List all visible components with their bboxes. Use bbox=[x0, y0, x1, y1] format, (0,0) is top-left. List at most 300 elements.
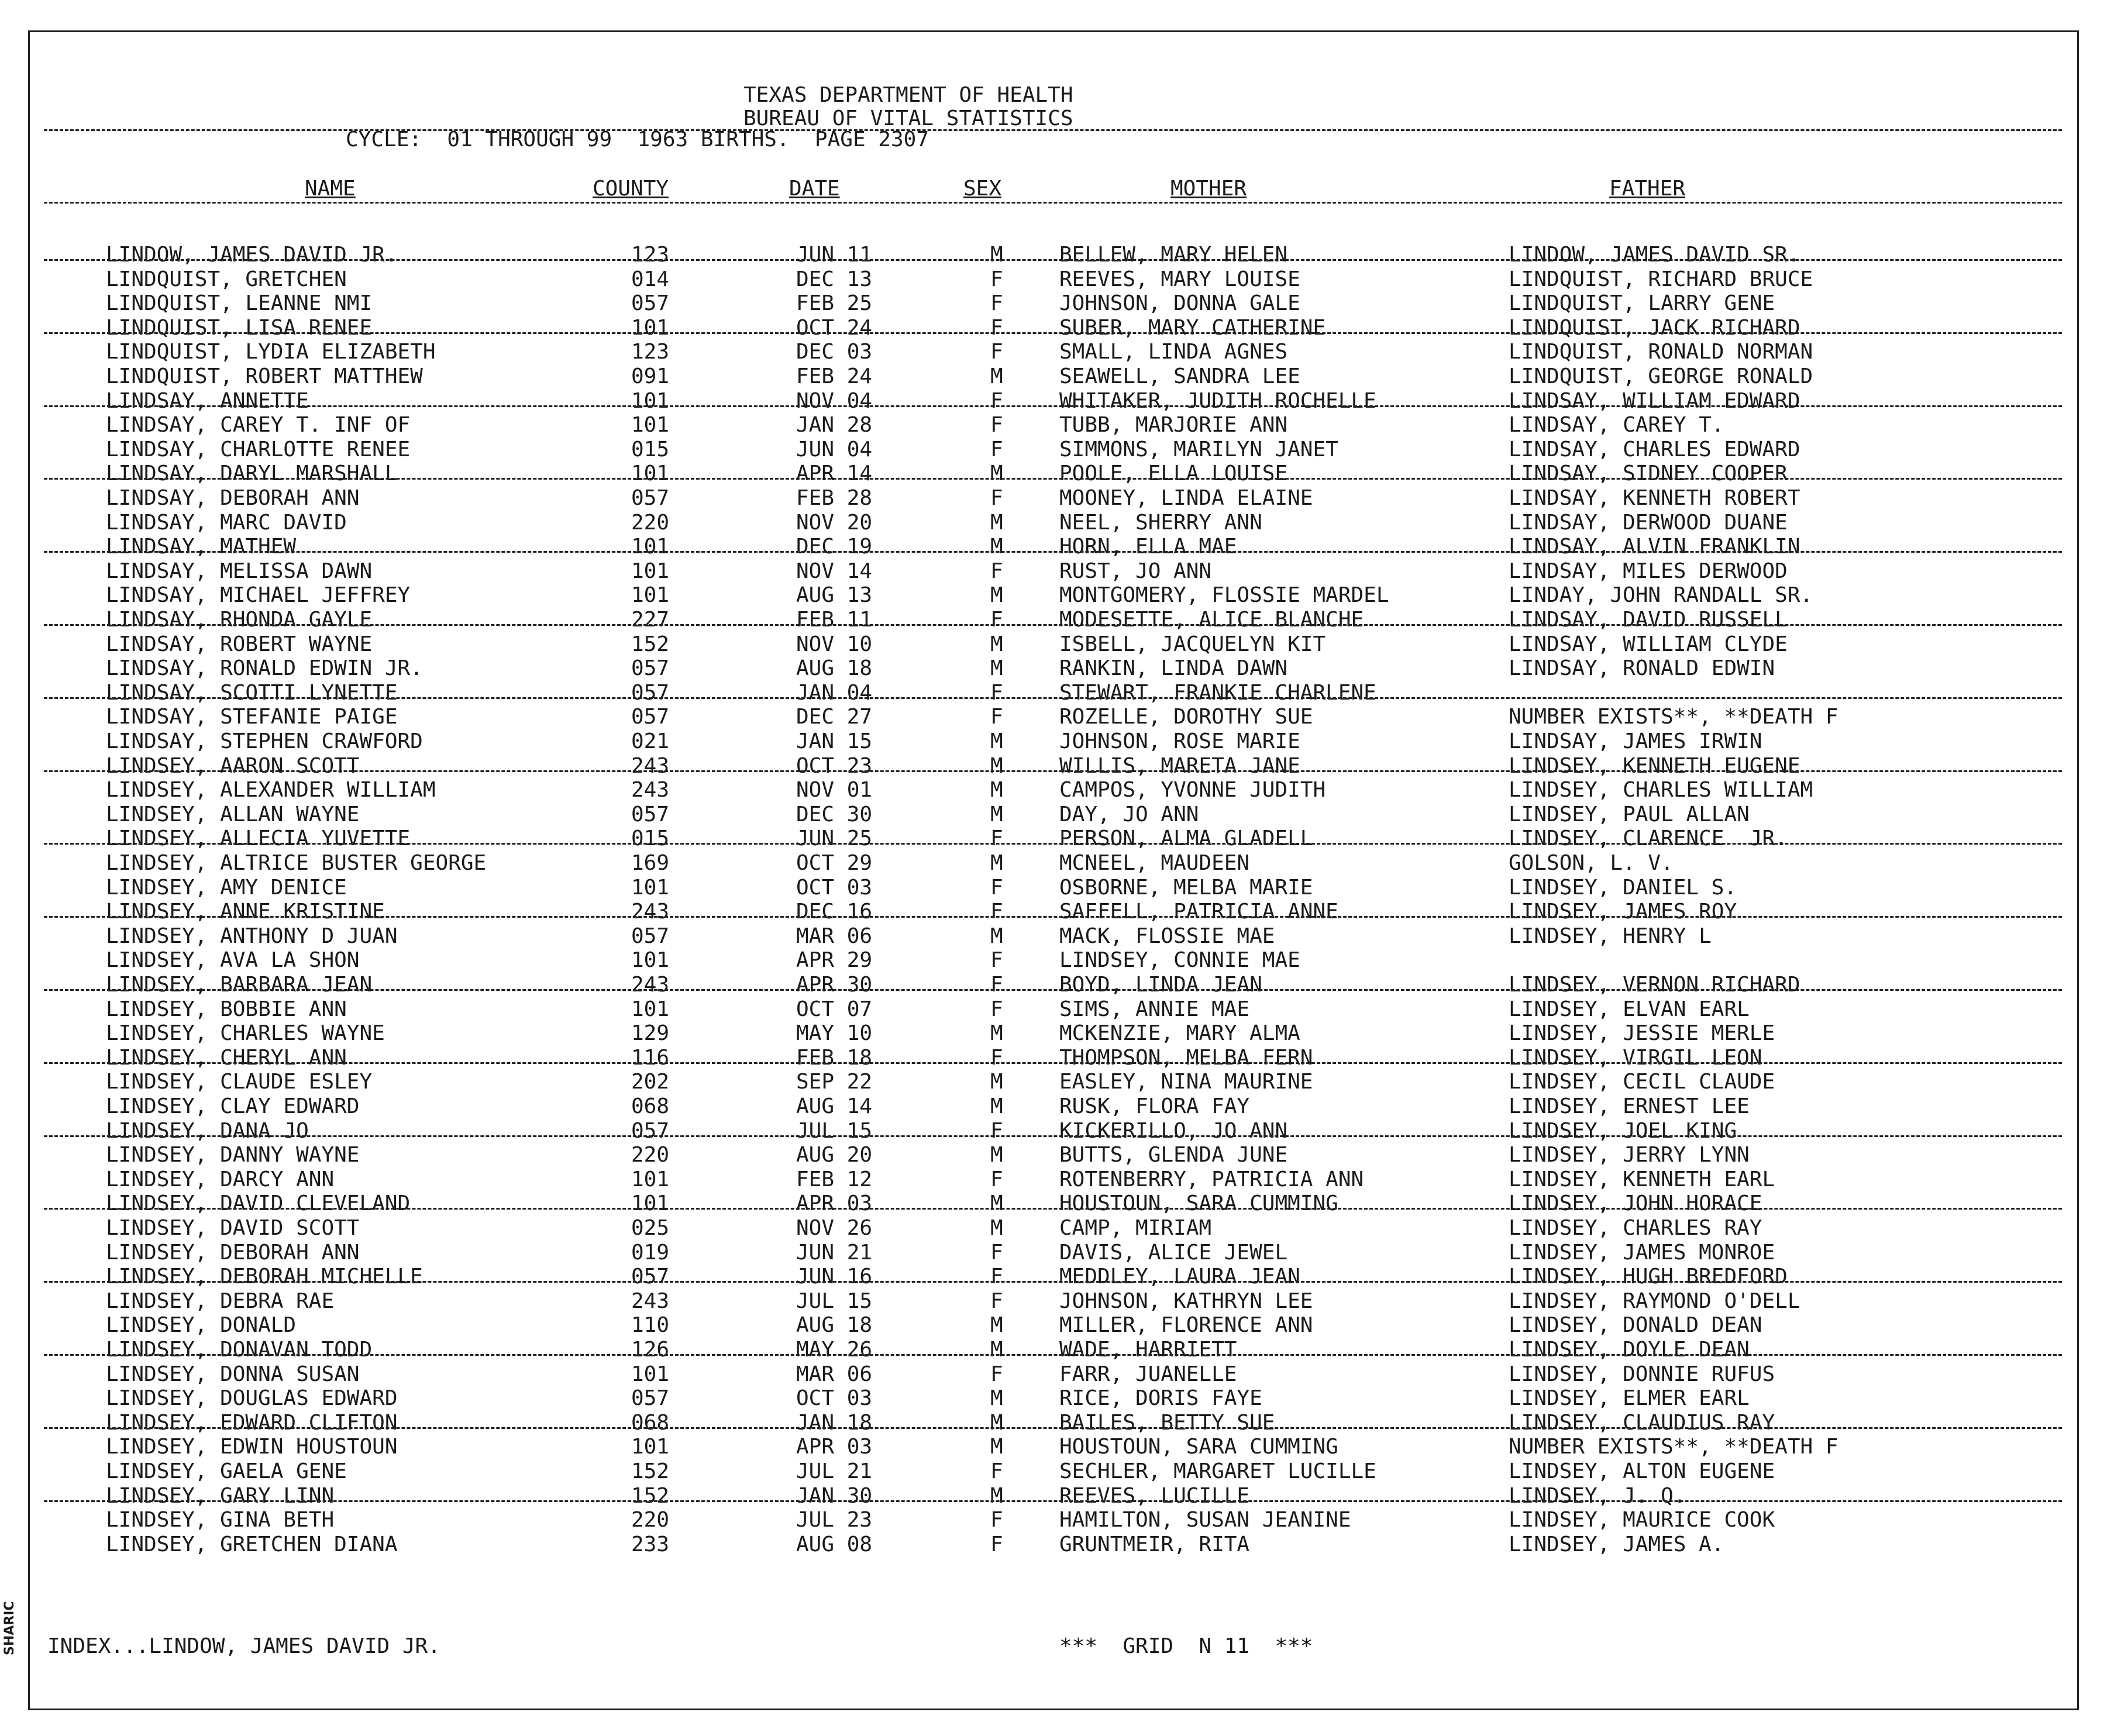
mother-cell: PERSON, ALMA GLADELL bbox=[1059, 826, 1313, 851]
sex-cell: M bbox=[990, 1386, 1003, 1411]
county-cell: 015 bbox=[631, 437, 670, 461]
sex-cell: F bbox=[990, 875, 1003, 900]
name-cell: LINDSEY, AARON SCOTT bbox=[106, 753, 360, 778]
father-cell: LINDSEY, CLAUDIUS RAY bbox=[1509, 1410, 1775, 1435]
date-cell: FEB 25 bbox=[796, 291, 873, 316]
name-cell: LINDSEY, DANA JO bbox=[106, 1118, 309, 1143]
mother-cell: ROTENBERRY, PATRICIA ANN bbox=[1059, 1167, 1364, 1191]
father-cell: LINDOW, JAMES DAVID SR. bbox=[1509, 243, 1800, 267]
mother-cell: POOLE, ELLA LOUISE bbox=[1059, 461, 1288, 486]
sex-cell: M bbox=[990, 1313, 1003, 1338]
table-row bbox=[30, 729, 2077, 754]
table-row bbox=[30, 924, 2077, 949]
date-cell: OCT 03 bbox=[796, 1386, 873, 1411]
table-row bbox=[30, 876, 2077, 900]
father-cell: LINDSEY, MAURICE COOK bbox=[1509, 1508, 1775, 1532]
father-cell: LINDSEY, DONNIE RUFUS bbox=[1509, 1362, 1775, 1386]
date-cell: APR 14 bbox=[796, 461, 873, 486]
county-cell: 101 bbox=[631, 997, 670, 1021]
county-cell: 068 bbox=[631, 1410, 670, 1435]
father-cell: LINDSEY, DONALD DEAN bbox=[1509, 1313, 1762, 1338]
mother-cell: HAMILTON, SUSAN JEANINE bbox=[1059, 1508, 1351, 1532]
table-row bbox=[30, 340, 2077, 364]
date-cell: JUL 21 bbox=[796, 1459, 873, 1483]
name-cell: LINDSEY, EDWIN HOUSTOUN bbox=[106, 1435, 398, 1459]
county-cell: 101 bbox=[631, 1362, 670, 1386]
sex-cell: M bbox=[990, 364, 1003, 388]
mother-cell: KICKERILLO, JO ANN bbox=[1059, 1118, 1288, 1143]
date-cell: DEC 13 bbox=[796, 267, 873, 291]
date-cell: FEB 12 bbox=[796, 1167, 873, 1191]
separator-line bbox=[44, 1281, 2062, 1283]
table-row bbox=[30, 851, 2077, 876]
father-cell: LINDSEY, ELVAN EARL bbox=[1509, 997, 1750, 1021]
name-cell: LINDSEY, DARCY ANN bbox=[106, 1167, 335, 1191]
name-cell: LINDSEY, DANNY WAYNE bbox=[106, 1143, 360, 1167]
date-cell: JUN 04 bbox=[796, 437, 873, 461]
table-row bbox=[30, 511, 2077, 535]
sex-cell: F bbox=[990, 1240, 1003, 1265]
separator-line bbox=[44, 1427, 2062, 1429]
table-row bbox=[30, 413, 2077, 438]
county-cell: 101 bbox=[631, 315, 670, 340]
table-row bbox=[30, 802, 2077, 827]
father-cell: LINDSAY, WILLIAM EDWARD bbox=[1509, 388, 1800, 413]
column-header-county: COUNTY bbox=[593, 177, 669, 201]
county-cell: 091 bbox=[631, 364, 670, 388]
mother-cell: FARR, JUANELLE bbox=[1059, 1362, 1237, 1386]
father-cell: LINDAY, JOHN RANDALL SR. bbox=[1509, 583, 1813, 608]
father-cell: LINDSAY, KENNETH ROBERT bbox=[1509, 486, 1800, 510]
date-cell: AUG 20 bbox=[796, 1143, 873, 1167]
county-cell: 101 bbox=[631, 559, 670, 583]
mother-cell: OSBORNE, MELBA MARIE bbox=[1059, 875, 1313, 900]
table-row bbox=[30, 438, 2077, 462]
county-cell: 057 bbox=[631, 705, 670, 729]
father-cell: LINDSEY, ERNEST LEE bbox=[1509, 1094, 1750, 1118]
mother-cell: MEDDLEY, LAURA JEAN bbox=[1059, 1265, 1300, 1289]
county-cell: 101 bbox=[631, 1167, 670, 1191]
name-cell: LINDSEY, DAVID CLEVELAND bbox=[106, 1191, 411, 1216]
father-cell: LINDSEY, PAUL ALLAN bbox=[1509, 802, 1750, 826]
sex-cell: M bbox=[990, 1216, 1003, 1240]
father-cell: LINDQUIST, LARRY GENE bbox=[1509, 291, 1775, 316]
father-cell: LINDSAY, CHARLES EDWARD bbox=[1509, 437, 1800, 461]
mother-cell: NEEL, SHERRY ANN bbox=[1059, 510, 1262, 535]
father-cell: NUMBER EXISTS**, **DEATH F bbox=[1509, 705, 1838, 729]
date-cell: OCT 29 bbox=[796, 851, 873, 875]
margin-label: SHARIC bbox=[2, 1601, 17, 1655]
father-cell: LINDQUIST, JACK RICHARD bbox=[1509, 315, 1800, 340]
table-row bbox=[30, 1216, 2077, 1241]
mother-cell: BOYD, LINDA JEAN bbox=[1059, 973, 1262, 997]
mother-cell: RUSK, FLORA FAY bbox=[1059, 1094, 1250, 1118]
date-cell: MAR 06 bbox=[796, 1362, 873, 1386]
father-cell: LINDSEY, VERNON RICHARD bbox=[1509, 973, 1800, 997]
sex-cell: M bbox=[990, 535, 1003, 559]
mother-cell: BUTTS, GLENDA JUNE bbox=[1059, 1143, 1288, 1167]
mother-cell: HOUSTOUN, SARA CUMMING bbox=[1059, 1435, 1338, 1459]
sex-cell: M bbox=[990, 924, 1003, 948]
name-cell: LINDSEY, ALLECIA YUVETTE bbox=[106, 826, 411, 851]
sex-cell: F bbox=[990, 1045, 1003, 1070]
index-footer: INDEX...LINDOW, JAMES DAVID JR. bbox=[47, 1634, 440, 1658]
mother-cell: WADE, HARRIETT bbox=[1059, 1338, 1237, 1362]
mother-cell: SEAWELL, SANDRA LEE bbox=[1059, 364, 1300, 388]
separator-line bbox=[44, 843, 2062, 845]
mother-cell: ISBELL, JACQUELYN KIT bbox=[1059, 632, 1326, 656]
mother-cell: THOMPSON, MELBA FERN bbox=[1059, 1045, 1313, 1070]
sex-cell: F bbox=[990, 900, 1003, 924]
date-cell: JAN 30 bbox=[796, 1483, 873, 1508]
sex-cell: F bbox=[990, 997, 1003, 1021]
table-row bbox=[30, 948, 2077, 973]
mother-cell: RANKIN, LINDA DAWN bbox=[1059, 656, 1288, 681]
father-cell: LINDSEY, CHARLES WILLIAM bbox=[1509, 778, 1813, 802]
separator-line bbox=[44, 405, 2062, 407]
table-row bbox=[30, 316, 2077, 340]
name-cell: LINDSEY, ANTHONY D JUAN bbox=[106, 924, 398, 948]
name-cell: LINDSEY, GRETCHEN DIANA bbox=[106, 1532, 398, 1556]
table-row bbox=[30, 1070, 2077, 1094]
sex-cell: F bbox=[990, 315, 1003, 340]
father-cell: LINDQUIST, RONALD NORMAN bbox=[1509, 340, 1813, 364]
separator-line bbox=[44, 1062, 2062, 1064]
county-cell: 057 bbox=[631, 802, 670, 826]
table-row bbox=[30, 1094, 2077, 1119]
county-cell: 025 bbox=[631, 1216, 670, 1240]
date-cell: MAY 26 bbox=[796, 1338, 873, 1362]
county-cell: 101 bbox=[631, 388, 670, 413]
father-cell: LINDQUIST, GEORGE RONALD bbox=[1509, 364, 1813, 388]
date-cell: OCT 24 bbox=[796, 315, 873, 340]
father-cell: LINDSAY, DAVID RUSSELL bbox=[1509, 608, 1788, 632]
father-cell: LINDSEY, ALTON EUGENE bbox=[1509, 1459, 1775, 1483]
sex-cell: M bbox=[990, 243, 1003, 267]
date-cell: DEC 27 bbox=[796, 705, 873, 729]
date-cell: JUL 23 bbox=[796, 1508, 873, 1532]
date-cell: JUL 15 bbox=[796, 1118, 873, 1143]
county-cell: 243 bbox=[631, 1289, 670, 1313]
sex-cell: F bbox=[990, 1118, 1003, 1143]
mother-cell: GRUNTMEIR, RITA bbox=[1059, 1532, 1250, 1556]
date-cell: NOV 01 bbox=[796, 778, 873, 802]
mother-cell: REEVES, LUCILLE bbox=[1059, 1483, 1250, 1508]
date-cell: JUN 25 bbox=[796, 826, 873, 851]
table-row bbox=[30, 608, 2077, 632]
mother-cell: SAFFELL, PATRICIA ANNE bbox=[1059, 900, 1338, 924]
table-row bbox=[30, 1046, 2077, 1070]
mother-cell: LINDSEY, CONNIE MAE bbox=[1059, 948, 1300, 973]
county-cell: 057 bbox=[631, 680, 670, 705]
county-cell: 220 bbox=[631, 1508, 670, 1532]
name-cell: LINDSAY, CHARLOTTE RENEE bbox=[106, 437, 411, 461]
sex-cell: M bbox=[990, 461, 1003, 486]
report-sheet bbox=[28, 30, 2079, 1710]
county-cell: 243 bbox=[631, 973, 670, 997]
mother-cell: MODESETTE, ALICE BLANCHE bbox=[1059, 608, 1364, 632]
county-cell: 152 bbox=[631, 1483, 670, 1508]
mother-cell: DAVIS, ALICE JEWEL bbox=[1059, 1240, 1288, 1265]
county-cell: 057 bbox=[631, 924, 670, 948]
county-cell: 014 bbox=[631, 267, 670, 291]
table-row bbox=[30, 1119, 2077, 1143]
name-cell: LINDSEY, BARBARA JEAN bbox=[106, 973, 373, 997]
date-cell: JUL 15 bbox=[796, 1289, 873, 1313]
mother-cell: MACK, FLOSSIE MAE bbox=[1059, 924, 1275, 948]
table-row bbox=[30, 1313, 2077, 1338]
date-cell: AUG 18 bbox=[796, 1313, 873, 1338]
father-cell: LINDSEY, JAMES ROY bbox=[1509, 900, 1737, 924]
table-row bbox=[30, 973, 2077, 997]
father-cell: LINDSEY, JAMES MONROE bbox=[1509, 1240, 1775, 1265]
name-cell: LINDSAY, MICHAEL JEFFREY bbox=[106, 583, 411, 608]
date-cell: APR 03 bbox=[796, 1435, 873, 1459]
county-cell: 169 bbox=[631, 851, 670, 875]
father-cell: LINDSEY, J. Q. bbox=[1509, 1483, 1686, 1508]
date-cell: AUG 13 bbox=[796, 583, 873, 608]
county-cell: 116 bbox=[631, 1045, 670, 1070]
date-cell: APR 29 bbox=[796, 948, 873, 973]
county-cell: 202 bbox=[631, 1070, 670, 1094]
mother-cell: REEVES, MARY LOUISE bbox=[1059, 267, 1300, 291]
sex-cell: F bbox=[990, 973, 1003, 997]
sex-cell: M bbox=[990, 753, 1003, 778]
table-row bbox=[30, 1386, 2077, 1411]
mother-cell: STEWART, FRANKIE CHARLENE bbox=[1059, 680, 1376, 705]
name-cell: LINDSEY, GINA BETH bbox=[106, 1508, 335, 1532]
table-row bbox=[30, 632, 2077, 657]
table-row bbox=[30, 364, 2077, 389]
county-cell: 101 bbox=[631, 583, 670, 608]
table-row bbox=[30, 1508, 2077, 1532]
father-cell: LINDSEY, CLARENCE JR. bbox=[1509, 826, 1788, 851]
mother-cell: SIMS, ANNIE MAE bbox=[1059, 997, 1250, 1021]
table-row bbox=[30, 1021, 2077, 1046]
separator-line bbox=[44, 916, 2062, 918]
mother-cell: WHITAKER, JUDITH ROCHELLE bbox=[1059, 388, 1376, 413]
date-cell: JAN 15 bbox=[796, 729, 873, 753]
mother-cell: BAILES, BETTY SUE bbox=[1059, 1410, 1275, 1435]
table-row bbox=[30, 583, 2077, 608]
father-cell: LINDSAY, JAMES IRWIN bbox=[1509, 729, 1762, 753]
father-cell: GOLSON, L. V. bbox=[1509, 851, 1674, 875]
sex-cell: F bbox=[990, 608, 1003, 632]
county-cell: 057 bbox=[631, 1118, 670, 1143]
date-cell: NOV 20 bbox=[796, 510, 873, 535]
table-row bbox=[30, 997, 2077, 1022]
sex-cell: M bbox=[990, 583, 1003, 608]
county-cell: 101 bbox=[631, 1435, 670, 1459]
name-cell: LINDSEY, ALLAN WAYNE bbox=[106, 802, 360, 826]
father-cell: LINDSEY, RAYMOND O'DELL bbox=[1509, 1289, 1800, 1313]
name-cell: LINDSAY, SCOTTI LYNETTE bbox=[106, 680, 398, 705]
separator-line bbox=[44, 332, 2062, 334]
name-cell: LINDSEY, CHERYL ANN bbox=[106, 1045, 347, 1070]
separator-line bbox=[44, 478, 2062, 480]
county-cell: 227 bbox=[631, 608, 670, 632]
separator-line bbox=[44, 551, 2062, 553]
name-cell: LINDSEY, GAELA GENE bbox=[106, 1459, 347, 1483]
separator-line bbox=[44, 989, 2062, 991]
sex-cell: F bbox=[990, 1289, 1003, 1313]
sex-cell: F bbox=[990, 705, 1003, 729]
mother-cell: MONTGOMERY, FLOSSIE MARDEL bbox=[1059, 583, 1389, 608]
father-cell: LINDSEY, DOYLE DEAN bbox=[1509, 1338, 1750, 1362]
mother-cell: SIMMONS, MARILYN JANET bbox=[1059, 437, 1338, 461]
name-cell: LINDQUIST, GRETCHEN bbox=[106, 267, 347, 291]
column-header-name: NAME bbox=[305, 177, 356, 201]
table-row bbox=[30, 1167, 2077, 1192]
date-cell: FEB 11 bbox=[796, 608, 873, 632]
table-row bbox=[30, 1484, 2077, 1508]
mother-cell: HOUSTOUN, SARA CUMMING bbox=[1059, 1191, 1338, 1216]
table-row bbox=[30, 1191, 2077, 1216]
father-cell: LINDSEY, JOEL KING bbox=[1509, 1118, 1737, 1143]
date-cell: MAY 10 bbox=[796, 1021, 873, 1046]
name-cell: LINDSEY, BOBBIE ANN bbox=[106, 997, 347, 1021]
name-cell: LINDSEY, CLAUDE ESLEY bbox=[106, 1070, 373, 1094]
county-cell: 101 bbox=[631, 461, 670, 486]
name-cell: LINDSEY, DEBORAH MICHELLE bbox=[106, 1265, 423, 1289]
county-cell: 101 bbox=[631, 1191, 670, 1216]
sex-cell: M bbox=[990, 1191, 1003, 1216]
table-row bbox=[30, 461, 2077, 486]
mother-cell: JOHNSON, KATHRYN LEE bbox=[1059, 1289, 1313, 1313]
sex-cell: F bbox=[990, 486, 1003, 510]
sex-cell: F bbox=[990, 948, 1003, 973]
sex-cell: M bbox=[990, 1483, 1003, 1508]
sex-cell: F bbox=[990, 437, 1003, 461]
name-cell: LINDSAY, MELISSA DAWN bbox=[106, 559, 373, 583]
sex-cell: M bbox=[990, 1070, 1003, 1094]
name-cell: LINDSEY, EDWARD CLIFTON bbox=[106, 1410, 398, 1435]
mother-cell: RUST, JO ANN bbox=[1059, 559, 1212, 583]
date-cell: DEC 03 bbox=[796, 340, 873, 364]
date-cell: JAN 04 bbox=[796, 680, 873, 705]
table-row bbox=[30, 778, 2077, 802]
table-row bbox=[30, 681, 2077, 705]
father-cell: LINDSEY, JESSIE MERLE bbox=[1509, 1021, 1775, 1046]
date-cell: JUN 21 bbox=[796, 1240, 873, 1265]
name-cell: LINDSAY, STEPHEN CRAWFORD bbox=[106, 729, 423, 753]
sex-cell: M bbox=[990, 632, 1003, 656]
name-cell: LINDSEY, CLAY EDWARD bbox=[106, 1094, 360, 1118]
date-cell: JAN 18 bbox=[796, 1410, 873, 1435]
name-cell: LINDSAY, CAREY T. INF OF bbox=[106, 413, 411, 438]
mother-cell: SMALL, LINDA AGNES bbox=[1059, 340, 1288, 364]
county-cell: 129 bbox=[631, 1021, 670, 1046]
name-cell: LINDSEY, DEBORAH ANN bbox=[106, 1240, 360, 1265]
date-cell: SEP 22 bbox=[796, 1070, 873, 1094]
date-cell: AUG 14 bbox=[796, 1094, 873, 1118]
sex-cell: F bbox=[990, 1459, 1003, 1483]
father-cell: LINDSAY, MILES DERWOOD bbox=[1509, 559, 1788, 583]
date-cell: MAR 06 bbox=[796, 924, 873, 948]
sex-cell: M bbox=[990, 1094, 1003, 1118]
county-cell: 101 bbox=[631, 948, 670, 973]
name-cell: LINDSEY, ALEXANDER WILLIAM bbox=[106, 778, 436, 802]
county-cell: 057 bbox=[631, 1386, 670, 1411]
county-cell: 057 bbox=[631, 1265, 670, 1289]
name-cell: LINDSAY, RONALD EDWIN JR. bbox=[106, 656, 423, 681]
name-cell: LINDQUIST, LEANNE NMI bbox=[106, 291, 373, 316]
sex-cell: M bbox=[990, 1143, 1003, 1167]
date-cell: FEB 28 bbox=[796, 486, 873, 510]
date-cell: OCT 07 bbox=[796, 997, 873, 1021]
mother-cell: BELLEW, MARY HELEN bbox=[1059, 243, 1288, 267]
date-cell: JAN 28 bbox=[796, 413, 873, 438]
name-cell: LINDSEY, DAVID SCOTT bbox=[106, 1216, 360, 1240]
county-cell: 021 bbox=[631, 729, 670, 753]
name-cell: LINDSEY, DEBRA RAE bbox=[106, 1289, 335, 1313]
name-cell: LINDSAY, RHONDA GAYLE bbox=[106, 608, 373, 632]
sex-cell: M bbox=[990, 1410, 1003, 1435]
table-row bbox=[30, 656, 2077, 681]
separator-line bbox=[44, 1135, 2062, 1137]
name-cell: LINDSEY, DONNA SUSAN bbox=[106, 1362, 360, 1386]
date-cell: AUG 08 bbox=[796, 1532, 873, 1556]
mother-cell: MILLER, FLORENCE ANN bbox=[1059, 1313, 1313, 1338]
father-cell: LINDSEY, HUGH BREDFORD bbox=[1509, 1265, 1788, 1289]
father-cell: LINDSEY, KENNETH EARL bbox=[1509, 1167, 1775, 1191]
name-cell: LINDSAY, ANNETTE bbox=[106, 388, 309, 413]
table-row bbox=[30, 1241, 2077, 1265]
name-cell: LINDQUIST, ROBERT MATTHEW bbox=[106, 364, 423, 388]
county-cell: 126 bbox=[631, 1338, 670, 1362]
date-cell: NOV 26 bbox=[796, 1216, 873, 1240]
sex-cell: M bbox=[990, 1435, 1003, 1459]
mother-cell: MCKENZIE, MARY ALMA bbox=[1059, 1021, 1300, 1046]
sex-cell: F bbox=[990, 1532, 1003, 1556]
date-cell: OCT 03 bbox=[796, 875, 873, 900]
county-cell: 110 bbox=[631, 1313, 670, 1338]
name-cell: LINDOW, JAMES DAVID JR. bbox=[106, 243, 398, 267]
date-cell: JUN 16 bbox=[796, 1265, 873, 1289]
name-cell: LINDSAY, MATHEW bbox=[106, 535, 297, 559]
mother-cell: SUBER, MARY CATHERINE bbox=[1059, 315, 1326, 340]
father-cell: LINDSEY, VIRGIL LEON bbox=[1509, 1045, 1762, 1070]
sex-cell: M bbox=[990, 851, 1003, 875]
county-cell: 101 bbox=[631, 875, 670, 900]
cycle-line: CYCLE: 01 THROUGH 99 1963 BIRTHS. PAGE 2307 bbox=[346, 128, 929, 151]
sex-cell: F bbox=[990, 1508, 1003, 1532]
separator-line bbox=[44, 202, 2062, 204]
county-cell: 243 bbox=[631, 900, 670, 924]
mother-cell: MOONEY, LINDA ELAINE bbox=[1059, 486, 1313, 510]
separator-line bbox=[44, 770, 2062, 772]
grid-footer: *** GRID N 11 *** bbox=[1059, 1634, 1313, 1658]
mother-cell: WILLIS, MARETA JANE bbox=[1059, 753, 1300, 778]
sex-cell: M bbox=[990, 802, 1003, 826]
sex-cell: F bbox=[990, 1265, 1003, 1289]
sex-cell: M bbox=[990, 656, 1003, 681]
date-cell: NOV 04 bbox=[796, 388, 873, 413]
father-cell: LINDSAY, RONALD EDWIN bbox=[1509, 656, 1775, 681]
father-cell: LINDSAY, SIDNEY COOPER bbox=[1509, 461, 1788, 486]
county-cell: 101 bbox=[631, 413, 670, 438]
county-cell: 057 bbox=[631, 486, 670, 510]
table-row bbox=[30, 559, 2077, 584]
father-cell: LINDSEY, ELMER EARL bbox=[1509, 1386, 1750, 1411]
mother-cell: DAY, JO ANN bbox=[1059, 802, 1199, 826]
separator-line bbox=[44, 697, 2062, 699]
father-cell: LINDSAY, WILLIAM CLYDE bbox=[1509, 632, 1788, 656]
column-header-date: DATE bbox=[789, 177, 840, 201]
table-row bbox=[30, 291, 2077, 316]
name-cell: LINDSAY, MARC DAVID bbox=[106, 510, 347, 535]
county-cell: 152 bbox=[631, 632, 670, 656]
